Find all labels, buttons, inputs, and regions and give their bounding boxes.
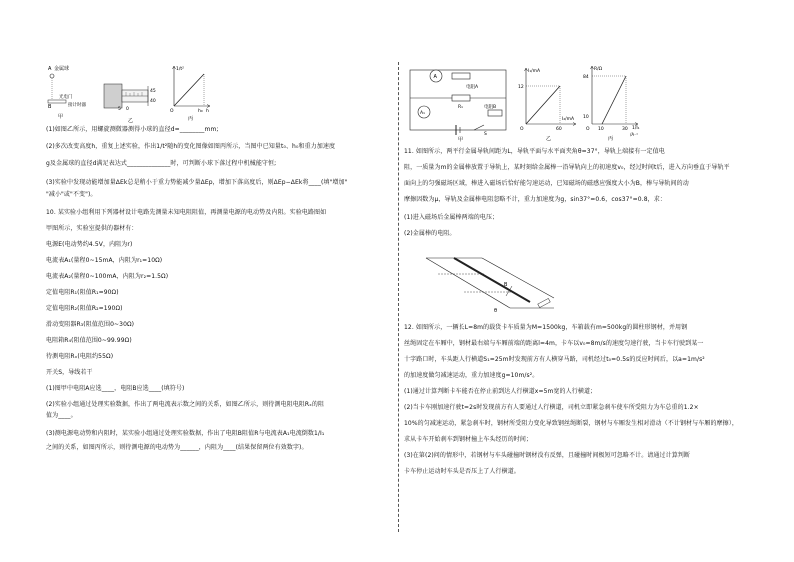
svg-text:甲: 甲 [58, 114, 64, 120]
text-line: 甲图所示，实验室提供的器材有： [46, 225, 138, 232]
svg-text:/A⁻¹: /A⁻¹ [630, 132, 638, 137]
svg-text:h₀: h₀ [198, 109, 203, 114]
text-line: (3)在第(2)问的情形中，若钢材与车头碰撞时钢材没有反弹，且碰撞时间极短可忽略不计。请通过计算判断 [404, 452, 690, 459]
text-line: 面向上的匀强磁场区域，棒进入磁场后恰好能匀速运动，已知磁场的磁感应强度大小为B，棒与导轨间的动 [404, 180, 689, 187]
text-line: 之间的关系，如图丙所示，则待测电源的电动势为______，内阻为____(结果保留两位有效数字)。 [46, 444, 308, 451]
svg-text:B: B [48, 104, 52, 110]
svg-text:I₁/mA: I₁/mA [528, 69, 541, 74]
svg-text:R/Ω: R/Ω [594, 67, 603, 72]
svg-text:60: 60 [556, 127, 562, 132]
circuit-diagram [404, 62, 514, 142]
graph-inverse-t-squared [166, 62, 216, 122]
text-line: 求从卡车开始刹车到钢材撞上车头经历的时间； [404, 436, 533, 443]
text-line: 的加速度做匀减速运动，重力加速度g=10m/s²。 [404, 372, 539, 379]
text-line: (2)金属棒的电阻。 [404, 230, 456, 237]
svg-text:金属球: 金属球 [54, 66, 70, 72]
svg-text:B: B [504, 282, 508, 288]
svg-text:R₁: R₁ [458, 105, 463, 110]
text-line: 摩擦因数为μ，导轨及金属棒电阻忽略不计，重力加速度为g，sin37°=0.6，cos37°=0.8，求： [404, 196, 666, 203]
svg-text:丙: 丙 [188, 116, 194, 122]
svg-text:O: O [520, 127, 524, 132]
column-divider [398, 62, 399, 532]
svg-text:乙: 乙 [546, 136, 552, 142]
text-line: (2)当卡车刚加速行驶t=2s时发现前方有人要通过人行横道，司机立即紧急刹车使车所受阻力为车总重的1.2× [404, 404, 699, 411]
text-line: g及金属球的直径d满足表达式______________时，可判断小球下落过程中机械能守恒; [46, 160, 277, 167]
svg-text:乙: 乙 [128, 118, 134, 124]
apparatus-figure [46, 62, 96, 120]
text-line: 11. 如图所示，两平行金属导轨间距为L，导轨平面与水平面夹角θ=37°，导轨上端接有一定值电 [404, 148, 665, 155]
svg-text:甲: 甲 [458, 137, 464, 142]
svg-text:A: A [48, 66, 52, 72]
text-line: 十字路口时，车头距人行横道S₁=25m时发现前方有人横穿马路，司机经过t₀=0.5s的反应时间后，以a=1m/s² [404, 356, 705, 363]
svg-text:1/t²: 1/t² [176, 67, 184, 72]
svg-text:A: A [433, 74, 437, 80]
text-line: (1)图甲中电阻A应选____，电阻B应选____(填符号) [46, 385, 185, 392]
svg-text:84: 84 [583, 75, 589, 80]
svg-text:θ: θ [494, 308, 498, 314]
svg-text:40: 40 [150, 99, 156, 104]
text-line: 值为____。 [46, 412, 77, 419]
text-line: 电源E(电动势约4.5V，内阻为r) [46, 241, 133, 248]
svg-text:5: 5 [118, 107, 121, 112]
text-line: 滑动变阻器R₃(阻值范围0~30Ω) [46, 321, 135, 328]
micrometer-figure [102, 80, 162, 126]
svg-text:12: 12 [518, 85, 524, 90]
text-line: 电流表A₁(量程0~15mA，内阻为r₁=10Ω) [46, 257, 163, 264]
inclined-rails-figure [420, 246, 560, 316]
svg-text:45: 45 [150, 89, 156, 94]
svg-text:h: h [206, 109, 209, 114]
text-line: 电流表A₂(量程0~100mA，内阻为r₂=1.5Ω) [46, 273, 169, 280]
text-line: 10%的匀减速运动，紧急刹车时，钢材所受阻力变化导致钢丝绳断裂，钢材与车厢发生相对滑动（不计钢材与车厢的摩擦）， [404, 420, 738, 427]
svg-text:I₂/mA: I₂/mA [562, 117, 575, 122]
graph-resistance-inverse-current [582, 62, 648, 142]
svg-text:S: S [484, 132, 487, 137]
svg-text:电阻A: 电阻A [466, 85, 479, 90]
text-line: 开关S，导线若干 [46, 369, 93, 376]
svg-text:0: 0 [126, 107, 129, 112]
text-line: (3)测电源电动势和内阻时，某实验小组通过处理实验数据，作出了电阻B阻值R与电流表A₁电流倒数1/I₁ [46, 430, 325, 437]
text-line: 电阻箱R₄(阻值范围0~99.99Ω) [46, 337, 132, 344]
graph-current-relation [516, 62, 580, 142]
svg-text:O: O [586, 127, 590, 132]
text-line: 定值电阻R₂(阻值R₂=190Ω) [46, 305, 123, 312]
text-line: "减小"或"不变")。 [46, 191, 97, 198]
svg-text:光电门: 光电门 [59, 95, 73, 100]
svg-text:10: 10 [583, 115, 589, 120]
text-line: (1)如图乙所示，用螺旋测微器测得小球的直径d=________mm; [46, 126, 219, 133]
svg-text:接计时器: 接计时器 [68, 103, 86, 108]
text-line: 卡车停止运动时车头是否压上了人行横道。 [404, 468, 520, 475]
svg-text:丙: 丙 [608, 136, 614, 142]
svg-text:1/I₁: 1/I₁ [632, 126, 640, 131]
text-line: 定值电阻R₁(阻值R₁=90Ω) [46, 289, 119, 296]
svg-text:30: 30 [622, 127, 628, 132]
svg-text:电阻B: 电阻B [484, 105, 497, 110]
text-line: (2)实验小组通过处理实验数据，作出了两电流表示数之间的关系，如图乙所示，则待测电阻电阻Rₓ的阻 [46, 401, 325, 408]
text-line: (1)进入磁场后金属棒两端的电压； [404, 214, 499, 221]
text-line: 待测电阻Rₓ(电阻约55Ω) [46, 353, 114, 360]
text-line: 丝绳固定在车厢中，钢材最右端与车厢前端的距离l=4m，卡车以v₀=8m/s的速度匀速行驶，当卡车行驶到某一 [404, 340, 704, 347]
text-line: 10. 某实验小组利用下列器材设计电路先测量未知电阻阻值，再测量电源的电动势及内阻。实验电路图如 [46, 209, 327, 216]
text-line: (2)多次改变高度h，重复上述实验，作出1/t²随h的变化图像如图丙所示，当图中已知量t₀、h₀和重力加速度 [46, 143, 336, 150]
text-line: (1)通过计算判断卡车能否在停止前到达人行横道x=5m宽的人行横道； [404, 388, 597, 395]
text-line: 阻，一质量为m的金属棒放置于导轨上，某时刻给金属棒一沿导轨向上的初速度v₀，经过时间t后，进入方向垂直于导轨平 [404, 164, 730, 171]
text-line: 12. 如图所示，一辆长L=8m的载货卡车质量为M=1500kg，车箱载有m=500kg的圆柱形钢材，并用钢 [404, 324, 688, 331]
svg-text:10: 10 [598, 127, 604, 132]
svg-text:A₁: A₁ [420, 111, 425, 116]
svg-text:O: O [170, 109, 174, 114]
text-line: (3)实验中发现动能增加量ΔEk总是稍小于重力势能减少量ΔEp，增加下落高度后，则ΔEp−ΔEk将____(填"增加" [46, 179, 348, 186]
